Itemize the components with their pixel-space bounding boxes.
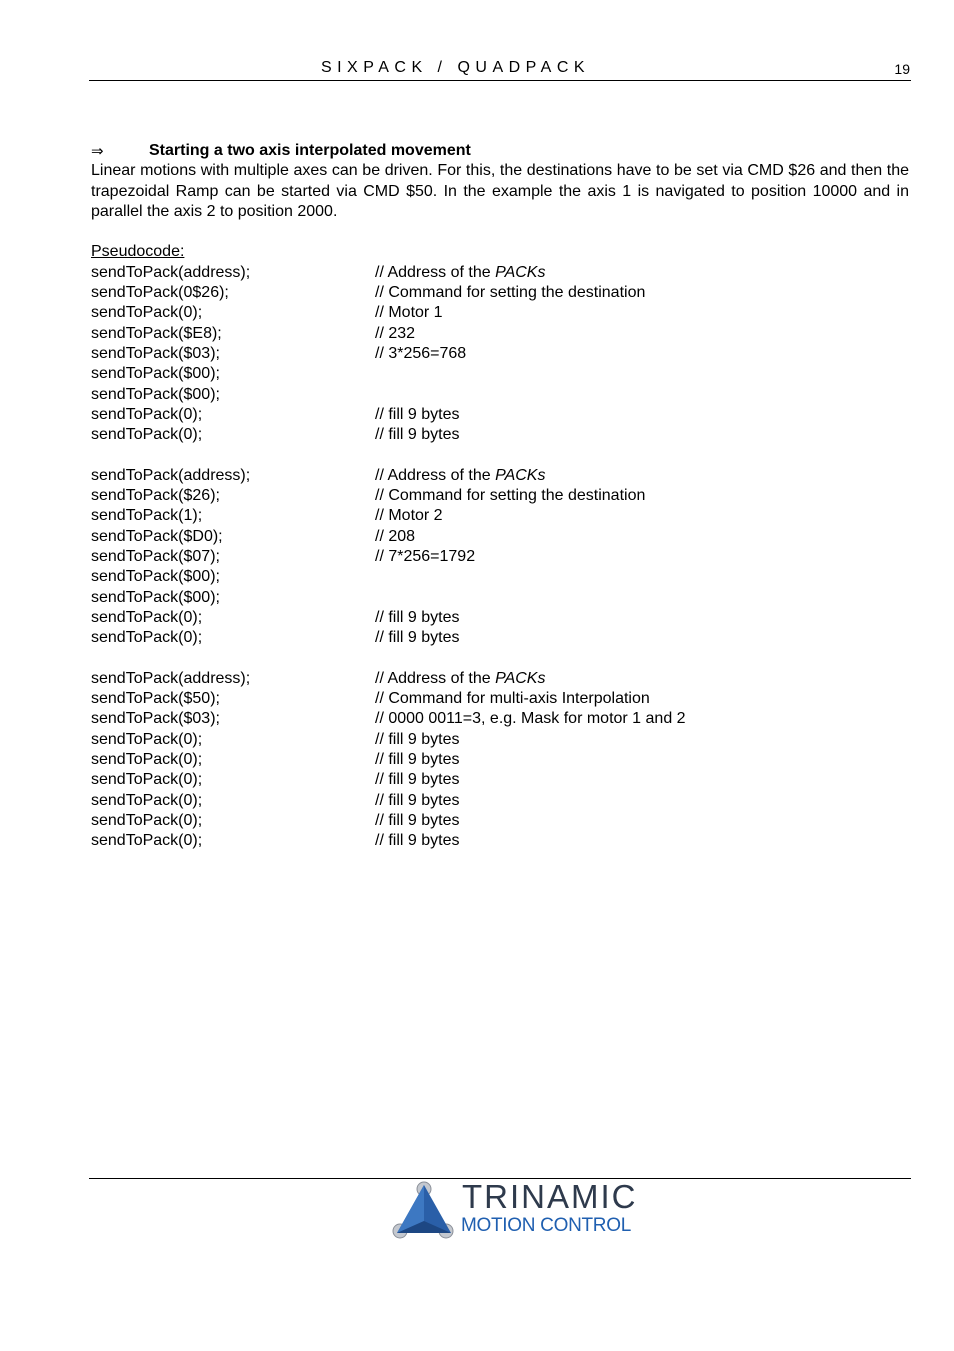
code-comment-text: // 7*256=1792 <box>375 547 476 565</box>
code-statement: sendToPack($D0); <box>91 527 223 545</box>
code-statement: sendToPack($00); <box>91 365 220 383</box>
code-block <box>91 466 909 649</box>
pseudocode-label: Pseudocode: <box>91 243 185 261</box>
code-line <box>91 608 909 628</box>
code-statement: sendToPack(0); <box>91 608 203 626</box>
code-line <box>91 791 909 811</box>
code-statement: sendToPack(0); <box>91 730 203 748</box>
code-comment-text: // Command for setting the destination <box>375 284 646 302</box>
code-line <box>91 527 909 547</box>
code-comment-text: // Address of the <box>375 263 496 281</box>
code-statement: sendToPack($00); <box>91 385 220 403</box>
code-comment-text: // 3*256=768 <box>375 344 467 362</box>
code-statement: sendToPack($07); <box>91 547 220 565</box>
code-line <box>91 283 909 303</box>
code-comment-text: // fill 9 bytes <box>375 791 460 809</box>
code-line <box>91 364 909 384</box>
code-comment-text: // Address of the <box>375 669 496 687</box>
code-comment-text: // Motor 1 <box>375 304 443 322</box>
code-statement: sendToPack(address); <box>91 263 251 281</box>
code-line <box>91 303 909 323</box>
code-comment-text: // fill 9 bytes <box>375 405 460 423</box>
code-comment-text: // fill 9 bytes <box>375 426 460 444</box>
code-line <box>91 567 909 587</box>
code-comment <box>375 466 545 486</box>
logo-name: TRINAMIC <box>462 1178 638 1215</box>
code-line <box>91 466 909 486</box>
code-line <box>91 770 909 790</box>
logo-tagline: MOTION CONTROL <box>461 1215 631 1236</box>
code-statement: sendToPack(0); <box>91 426 203 444</box>
code-comment <box>375 689 650 709</box>
code-line <box>91 324 909 344</box>
code-comment <box>375 324 415 344</box>
section-heading <box>91 141 909 161</box>
code-statement: sendToPack($00); <box>91 588 220 606</box>
code-statement: sendToPack($03); <box>91 344 220 362</box>
code-comment <box>375 750 459 770</box>
code-comment <box>375 791 459 811</box>
code-comment <box>375 303 443 323</box>
code-line <box>91 811 909 831</box>
code-comment <box>375 831 459 851</box>
code-line <box>91 263 909 283</box>
code-comment-text: // Command for setting the destination <box>375 487 646 505</box>
section-heading-text: Starting a two axis interpolated movement <box>149 142 471 159</box>
code-comment <box>375 486 645 506</box>
code-comment <box>375 709 686 729</box>
code-line <box>91 344 909 364</box>
main-content <box>91 141 909 872</box>
code-block <box>91 669 909 852</box>
code-statement: sendToPack($00); <box>91 568 220 586</box>
code-line <box>91 425 909 445</box>
code-comment <box>375 344 466 364</box>
header-title: SIXPACK / QUADPACK <box>320 59 591 76</box>
code-statement: sendToPack(0); <box>91 405 203 423</box>
code-comment <box>375 283 645 303</box>
code-line <box>91 709 909 729</box>
code-comment <box>375 527 415 547</box>
code-line <box>91 750 909 770</box>
code-comment-text: // fill 9 bytes <box>375 629 460 647</box>
code-statement: sendToPack($03); <box>91 710 220 728</box>
spacer <box>91 222 909 242</box>
code-line <box>91 588 909 608</box>
code-comment-text: // 0000 0011=3, e.g. Mask for motor 1 and 2 <box>375 710 686 728</box>
code-comment <box>375 628 459 648</box>
code-comment-text: // 232 <box>375 324 416 342</box>
code-comment <box>375 425 459 445</box>
code-comment-text: // Address of the <box>375 466 496 484</box>
code-comment <box>375 263 545 283</box>
code-comment <box>375 770 459 790</box>
code-comment-text: // Motor 2 <box>375 507 443 525</box>
header-rule <box>89 80 911 81</box>
code-statement: sendToPack(0); <box>91 832 203 850</box>
code-statement: sendToPack(0); <box>91 304 203 322</box>
logo-mark-icon <box>391 1181 461 1243</box>
code-comment-text: // fill 9 bytes <box>375 750 460 768</box>
code-statement: sendToPack(address); <box>91 466 251 484</box>
code-statement: sendToPack($E8); <box>91 324 222 342</box>
code-statement: sendToPack(1); <box>91 507 203 525</box>
code-comment-emphasis: PACKs <box>495 466 546 484</box>
code-comment-emphasis: PACKs <box>495 669 546 687</box>
code-comment-text: // fill 9 bytes <box>375 771 460 789</box>
code-comment <box>375 506 443 526</box>
code-statement: sendToPack(0); <box>91 791 203 809</box>
code-line <box>91 486 909 506</box>
pseudocode-area <box>91 263 909 852</box>
code-comment-text: // fill 9 bytes <box>375 730 460 748</box>
code-statement: sendToPack(0); <box>91 771 203 789</box>
code-block <box>91 263 909 446</box>
code-line <box>91 831 909 851</box>
arrow-icon: ⇒ <box>91 142 104 160</box>
code-statement: sendToPack(address); <box>91 669 251 687</box>
code-line <box>91 506 909 526</box>
code-statement: sendToPack(0$26); <box>91 284 229 302</box>
code-line <box>91 628 909 648</box>
code-statement: sendToPack(0); <box>91 750 203 768</box>
code-line <box>91 405 909 425</box>
code-statement: sendToPack(0); <box>91 811 203 829</box>
code-line <box>91 547 909 567</box>
intro-paragraph: Linear motions with multiple axes can be driven. For this, the destinations have to be set via CMD $26 and then the trapezoidal Ramp can be started via CMD $50. In the example the axis 1 is navigated to position 10000 and in parallel the axis 2 to position 2000. <box>91 162 909 220</box>
code-comment-text: // 208 <box>375 527 416 545</box>
code-comment-text: // fill 9 bytes <box>375 832 460 850</box>
code-statement: sendToPack($26); <box>91 487 220 505</box>
code-comment <box>375 608 459 628</box>
code-comment <box>375 730 459 750</box>
code-comment-text: // fill 9 bytes <box>375 608 460 626</box>
code-statement: sendToPack($50); <box>91 690 220 708</box>
code-comment-text: // fill 9 bytes <box>375 811 460 829</box>
code-line <box>91 669 909 689</box>
code-comment-emphasis: PACKs <box>495 263 546 281</box>
trinamic-logo <box>391 1178 638 1243</box>
code-comment <box>375 669 545 689</box>
code-comment <box>375 811 459 831</box>
code-line <box>91 689 909 709</box>
code-comment <box>375 547 475 567</box>
code-line <box>91 730 909 750</box>
page-number: 19 <box>894 61 910 77</box>
code-comment <box>375 405 459 425</box>
code-line <box>91 385 909 405</box>
code-statement: sendToPack(0); <box>91 629 203 647</box>
code-comment-text: // Command for multi-axis Interpolation <box>375 690 650 708</box>
